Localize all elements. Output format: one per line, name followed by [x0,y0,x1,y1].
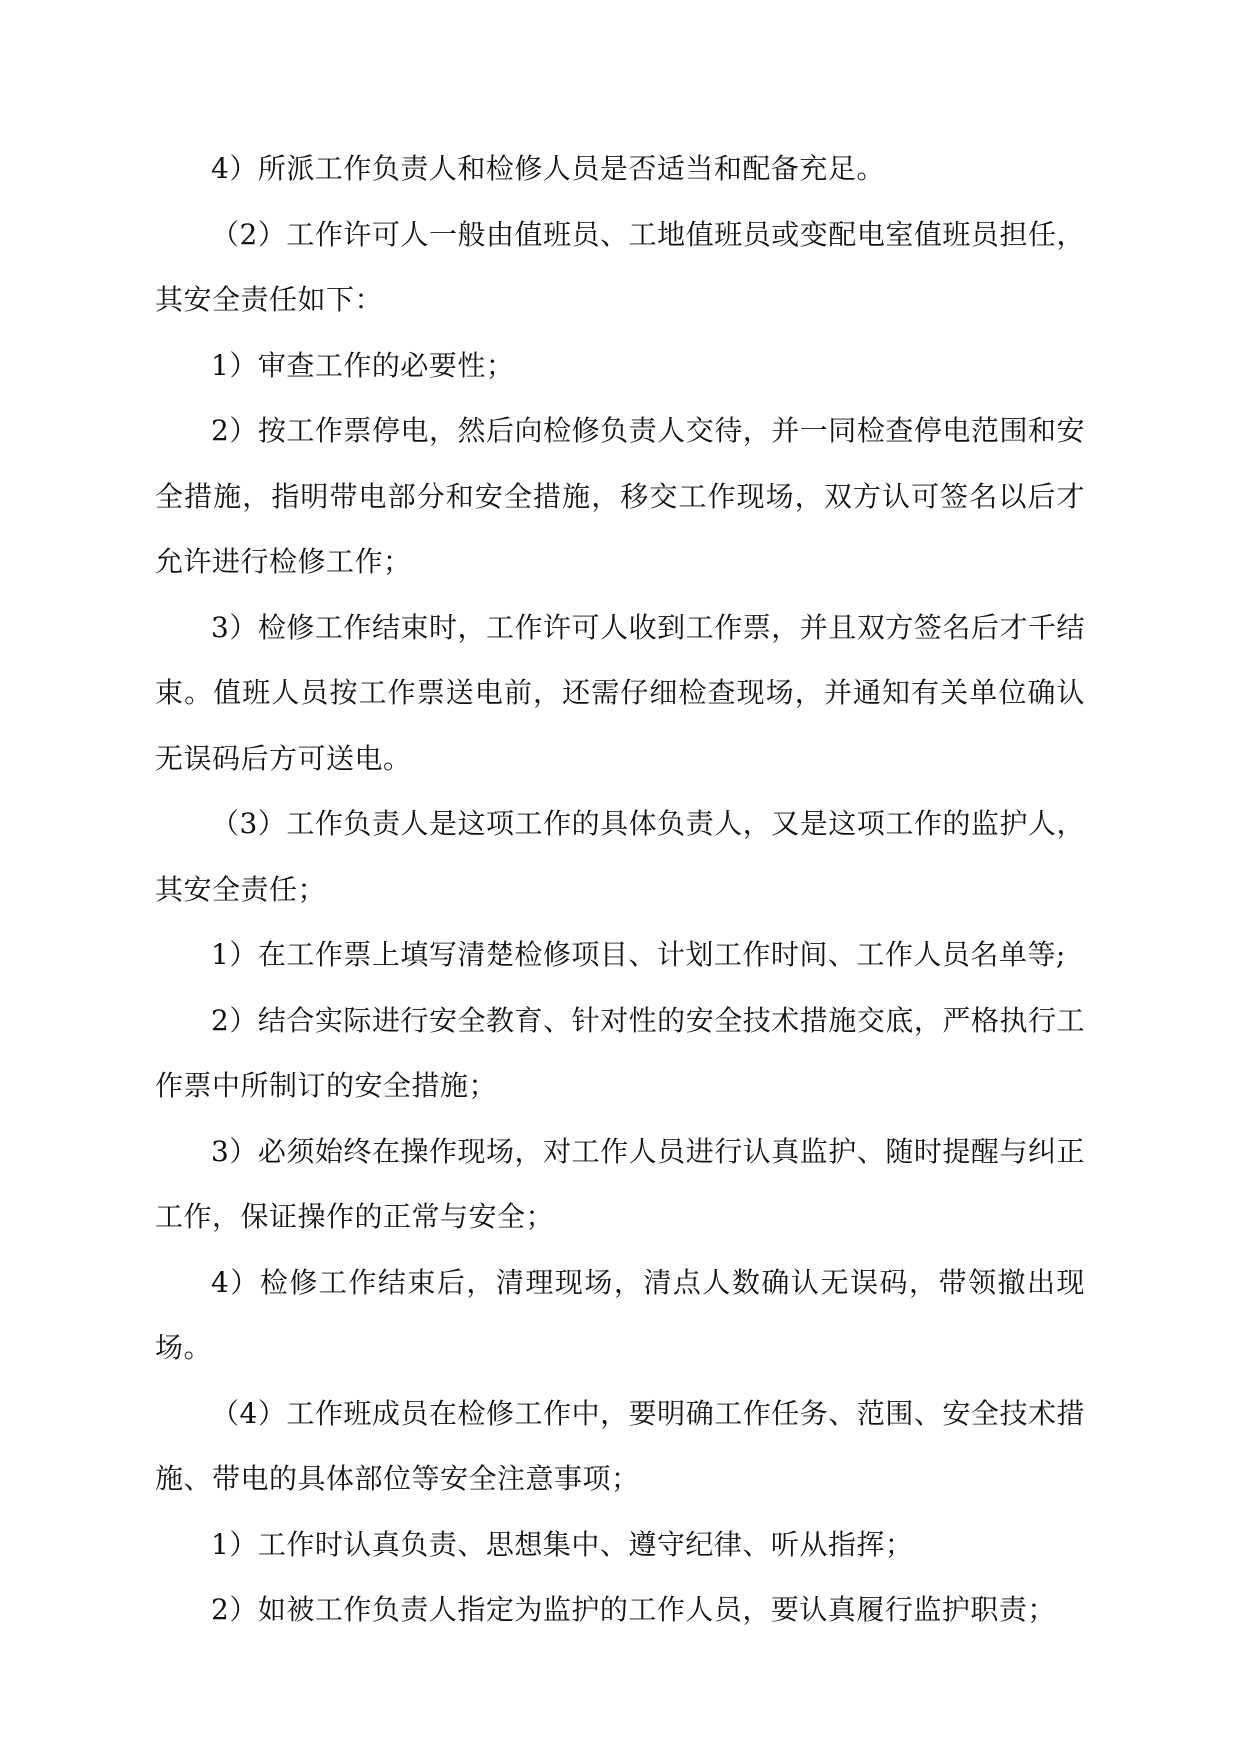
paragraph: 4）所派工作负责人和检修人员是否适当和配备充足。 [211,152,885,185]
paragraph: 2）结合实际进行安全教育、针对性的安全技术措施交底，严格执行工作票中所制订的安全措施； [155,1003,1085,1102]
paragraph: 3）检修工作结束时，工作许可人收到工作票，并且双方签名后才千结束。值班人员按工作票送电前，还需仔细检查现场，并通知有关单位确认无误码后方可送电。 [155,610,1085,775]
paragraph: （2）工作许可人一般由值班员、工地值班员或变配电室值班员担任，其安全责任如下： [155,217,1085,316]
paragraph: 4）检修工作结束后，清理现场，清点人数确认无误码，带领撤出现场。 [155,1265,1085,1364]
paragraph: （3）工作负责人是这项工作的具体负责人，又是这项工作的监护人，其安全责任； [155,807,1085,906]
document-page [155,136,1085,1643]
paragraph: （4）工作班成员在检修工作中，要明确工作任务、范围、安全技术措施、带电的具体部位等安全注意事项； [155,1396,1085,1495]
paragraph: 1）工作时认真负责、思想集中、遵守纪律、听从指挥； [211,1527,914,1561]
paragraph: 2）按工作票停电，然后向检修负责人交待，并一同检查停电范围和安全措施，指明带电部分和安全措施，移交工作现场，双方认可签名以后才允许进行检修工作； [155,414,1085,578]
paragraph: 1）审查工作的必要性； [211,348,515,382]
paragraph: 2）如被工作负责人指定为监护的工作人员，要认真履行监护职责； [211,1593,1056,1626]
paragraph: 1）在工作票上填写清楚检修项目、计划工作时间、工作人员名单等; [211,938,1066,971]
paragraph: 3）必须始终在操作现场，对工作人员进行认真监护、随时提醒与纠正工作，保证操作的正常与安全； [155,1134,1085,1233]
